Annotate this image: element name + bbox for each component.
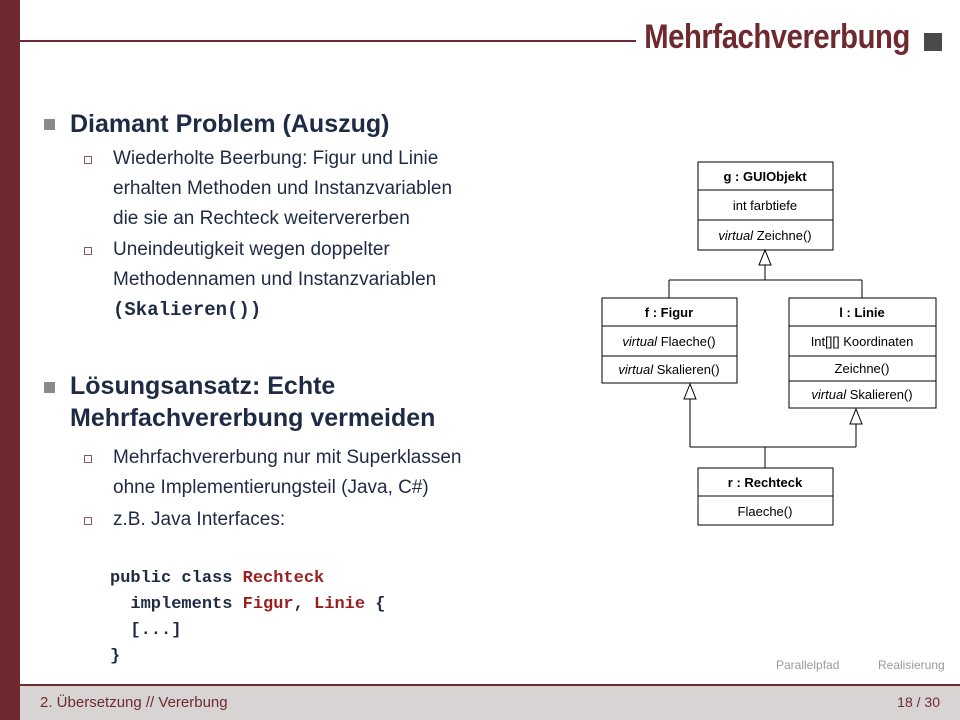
footer-chapter: 2. Übersetzung // Vererbung [40, 694, 228, 711]
attr-farbtiefe: int farbtiefe [732, 198, 798, 213]
method-flaeche: virtual Flaeche() [622, 334, 716, 349]
hollow-square-bullet-icon [84, 455, 92, 463]
list-item: Mehrfachvererbung nur mit Superklassen ohne Implementierungsteil (Java, C#) [113, 447, 462, 498]
class-name-guiobjekt: g : GUIObjekt [723, 169, 807, 184]
class-name-figur: f : Figur [644, 305, 694, 320]
title-square-icon [924, 33, 942, 51]
title-rule [20, 40, 636, 42]
list-item: Wiederholte Beerbung: Figur und Linie erhalten Methoden und Instanzvariablen die sie an Rechteck weitervererben [113, 148, 453, 229]
uml-class-diagram [590, 155, 950, 535]
attr-koordinaten: Int[][] Koordinaten [810, 334, 914, 349]
slide-title: Mehrfachvererbung [644, 18, 910, 56]
list-item: z.B. Java Interfaces: [113, 509, 286, 530]
page-number: 18 / 30 [897, 694, 940, 710]
code-block: public class Rechteck implements Figur, Linie { [...] } [110, 569, 386, 666]
method-skalieren: virtual Skalieren() [811, 387, 913, 402]
method-flaeche: Flaeche() [737, 504, 793, 519]
class-name-rechteck: r : Rechteck [727, 475, 803, 490]
square-bullet-icon [44, 382, 55, 393]
hollow-square-bullet-icon [84, 156, 92, 164]
nav-link-realisierung[interactable]: Realisierung [878, 658, 945, 672]
footer-rule [20, 684, 960, 686]
left-accent-bar [0, 0, 20, 720]
nav-link-parallelpfad[interactable]: Parallelpfad [776, 658, 840, 672]
hollow-square-bullet-icon [84, 247, 92, 255]
method-zeichne: virtual Zeichne() [718, 228, 812, 243]
section-heading-loesung: Lösungsansatz: Echte Mehrfachvererbung vermeiden [70, 372, 436, 432]
list-item: Uneindeutigkeit wegen doppelter Methodennamen und Instanzvariablen (Skalieren()) [113, 239, 437, 321]
square-bullet-icon [44, 119, 55, 130]
section-heading-diamant: Diamant Problem (Auszug) [70, 110, 390, 138]
method-zeichne: Zeichne() [834, 361, 890, 376]
class-name-linie: l : Linie [839, 305, 885, 320]
hollow-square-bullet-icon [84, 517, 92, 525]
method-skalieren: virtual Skalieren() [618, 362, 720, 377]
